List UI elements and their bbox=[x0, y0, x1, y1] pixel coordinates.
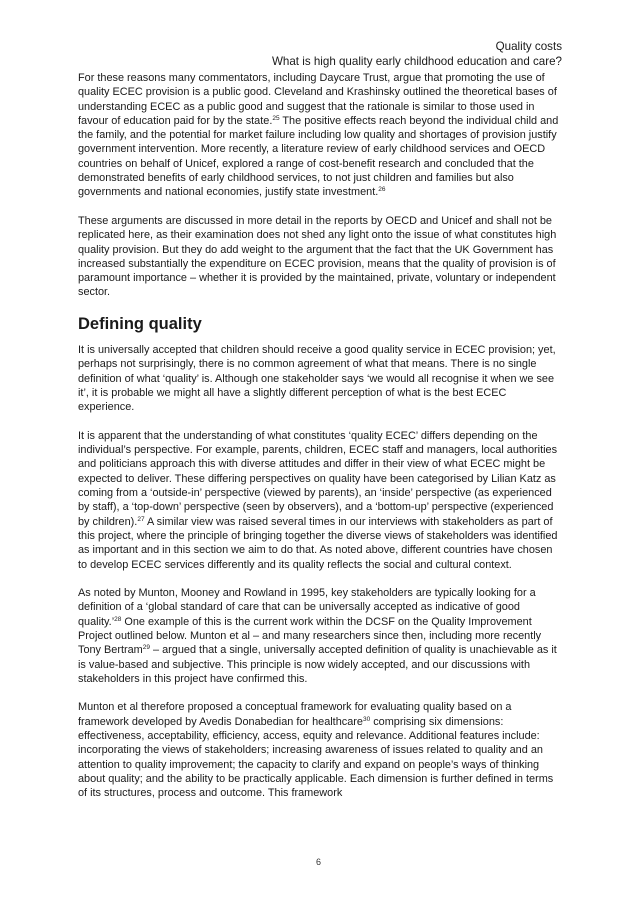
footnote-ref-28: 28 bbox=[114, 615, 122, 623]
text-run: As noted by Munton, Mooney and Rowland in 1995, key stakeholders are typically looking for a definition of a ‘global standard of care that can be universally accepted as indicative of good quality.’ bbox=[78, 587, 536, 628]
text-run: For these reasons many commentators, including Daycare Trust, argue that promoting the use of quality ECEC provision is a public good. Cleveland and Krashinsky outlined the theoretical bases of understanding ECEC as a public good and suggest that the rationale is similar to those used in favour of education paid for by the state. bbox=[78, 72, 557, 127]
text-run: Munton et al therefore proposed a conceptual framework for evaluating quality based on a framework developed by Avedis Donabedian for healthcare bbox=[78, 701, 512, 728]
text-run: The positive effects reach beyond the individual child and the family, and the potential for market failure including low quality and shortages of provision justify government intervention. More recently, a literature review of early childhood services and OECD countries on behalf of Unicef, explored a range of cost-benefit research and concluded that the demonstrated benefits of early childhood services, to not just children and families but also governments and national economies, justify state investment. bbox=[78, 114, 559, 199]
paragraph-perspectives bbox=[78, 429, 562, 572]
text-run: It is apparent that the understanding of what constitutes ‘quality ECEC’ differs depending on the individual’s perspective. For example, parents, children, ECEC staff and managers, local authorities and politicians approach this with diverse attitudes and differ in their view of what ECEC might be expected to deliver. These differing perspectives on quality have been categorised by Lilian Katz as coming from a ‘outside-in’ perspective (viewed by parents), an ‘inside’ perspective (as experienced by staff), a ‘top-down’ perspective (seen by observers), and a ‘bottom-up’ perspective (experienced by children). bbox=[78, 429, 558, 528]
section-heading: Defining quality bbox=[78, 315, 202, 334]
footnote-ref-29: 29 bbox=[142, 644, 150, 652]
footnote-ref-25: 25 bbox=[272, 114, 280, 122]
paragraph-munton bbox=[78, 586, 562, 686]
text-run: One example of this is the current work within the DCSF on the Quality Improvement Project outlined below. Munton et al – and many researchers since then, including more recently Tony Bertram bbox=[78, 615, 542, 657]
text-run: A similar view was raised several times in our interviews with stakeholders as part of this project, where the principle of bringing together the diverse views of stakeholders was identified as important and in this section we aim to do that. As noted above, different countries have chosen to develop ECEC services differently and its quality reflects the social and cultural context. bbox=[78, 515, 558, 571]
body-text bbox=[78, 71, 562, 815]
footnote-ref-30: 30 bbox=[362, 715, 371, 723]
text-run: comprising six dimensions: effectiveness, acceptability, efficiency, access, equity and relevance. Additional features include: incorporating the views of stakeholders; increasing awareness of issues related to quality and an attention to quality improvement; the capacity to clarify and expand on people’s ways of thinking about quality; and the ability to be practically applicable. Each dimension is further defined in terms of its structures, process and outcome. This framework bbox=[78, 715, 554, 800]
paragraph-arguments: These arguments are discussed in more detail in the reports by OECD and Unicef and shall not be replicated here, as their examination does not shed any light onto the issue of what constitutes high quality provision. But they do add weight to the argument that the fact that the UK Government has increased substantially the expenditure on ECEC provision, means that the quality of provision is of paramount importance – whether it is provided by the maintained, private, voluntary or independent sector. bbox=[78, 214, 557, 299]
header-title: Quality costs bbox=[495, 40, 562, 53]
text-run: – argued that a single, universally accepted definition of quality is unachievable as it is value-based and subjective. This principle is now widely accepted, and our discussions with stakeholders in this project have confirmed this. bbox=[78, 644, 557, 685]
paragraph-framework bbox=[78, 700, 562, 800]
paragraph-public-good bbox=[78, 71, 562, 200]
page-number: 6 bbox=[316, 857, 322, 867]
header-subtitle: What is high quality early childhood education and care? bbox=[271, 55, 562, 68]
running-header bbox=[272, 39, 562, 69]
footnote-ref-27: 27 bbox=[137, 515, 145, 523]
footnote-ref-26: 26 bbox=[378, 186, 386, 194]
paragraph-universally-accepted: It is universally accepted that children should receive a good quality service in ECEC provision; yet, perhaps not surprisingly, there is no common agreement of what that means. There is no single definition of what ‘quality’ is. Although one stakeholder says ‘we would all recognise it when we see it’, it is probable we might all have a slightly different perception of what is the best ECEC experience. bbox=[78, 344, 556, 414]
